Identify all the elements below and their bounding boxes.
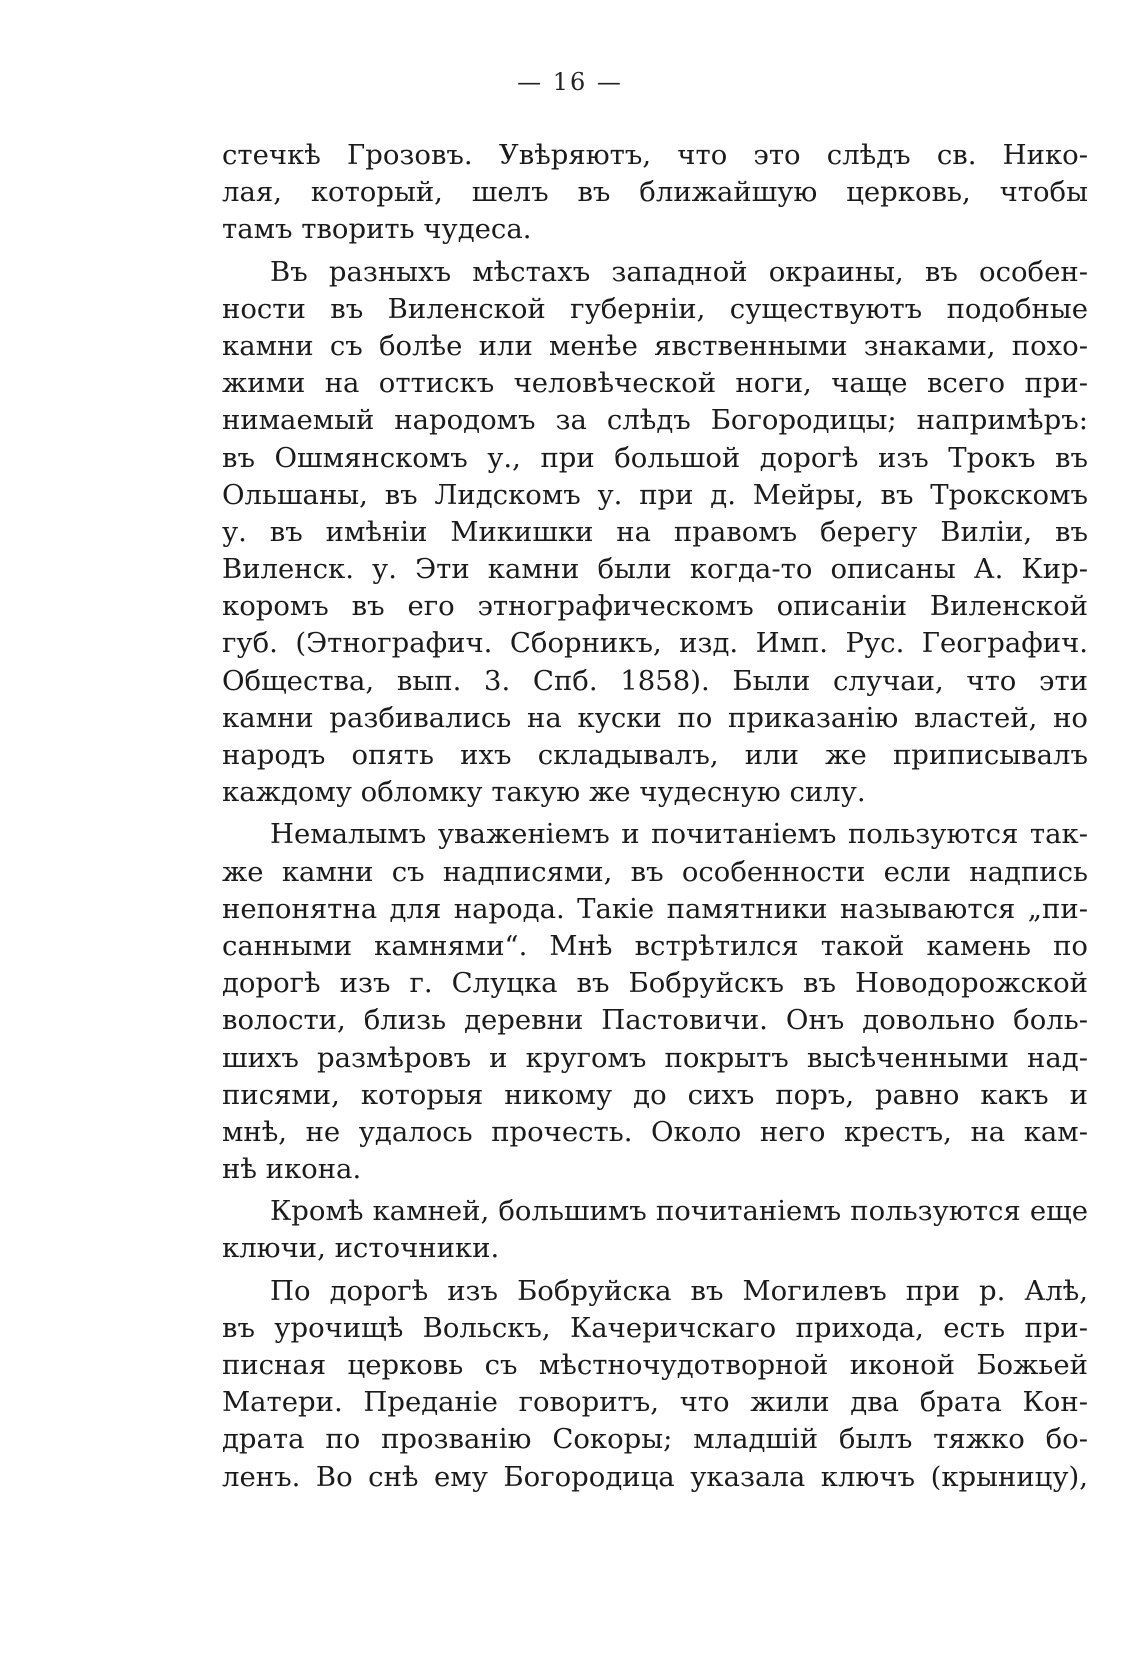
- text-line: ключи, источники.: [222, 1232, 500, 1265]
- text-line: губ. (Этнографич. Сборникъ, изд. Имп. Рус. Географич.: [222, 627, 1088, 660]
- text-line: санными камнями“. Мнѣ встрѣтился такой камень по: [222, 929, 1088, 962]
- text-line: шихъ размѣровъ и кругомъ покрытъ высѣченными над-: [222, 1041, 1088, 1074]
- text-line: же камни съ надписями, въ особенности если надпись: [222, 855, 1088, 888]
- text-line: народъ опять ихъ складывалъ, или же приписывалъ: [222, 739, 1088, 771]
- text-line: въ урочищѣ Вольскъ, Качеричскаго прихода, есть при-: [222, 1311, 1088, 1344]
- text-line: Виленск. у. Эти камни были когда-то описаны А. Кир-: [222, 553, 1088, 586]
- text-line: По дорогѣ изъ Бобруйска въ Могилевъ при р. Алѣ,: [270, 1274, 1088, 1307]
- text-line: Немалымъ уваженіемъ и почитаніемъ пользуются так-: [270, 818, 1088, 851]
- paragraph-5: [222, 1273, 1088, 1496]
- text-line: нѣ икона.: [222, 1153, 362, 1186]
- text-line: ности въ Виленской губерніи, существуютъ подобные: [222, 292, 1088, 325]
- text-line: Кромѣ камней, большимъ почитаніемъ пользуются еще: [270, 1195, 1088, 1228]
- text-line: камни разбивались на куски по приказанію властей, но: [222, 701, 1088, 734]
- text-line: тамъ творить чудеса.: [222, 213, 532, 246]
- text-line: волости, близь деревни Пастовичи. Онъ довольно боль-: [222, 1004, 1088, 1037]
- text-line: стечкѣ Грозовъ. Увѣряютъ, что это слѣдъ св. Нико-: [222, 139, 1088, 171]
- paragraph-2: [222, 254, 1088, 812]
- text-line: дорогѣ изъ г. Слуцка въ Бобруйскъ въ Новодорожской: [222, 967, 1088, 1000]
- text-line: писная церковь съ мѣстночудотворной иконой Божьей: [222, 1349, 1088, 1381]
- text-line: ленъ. Во снѣ ему Богородица указала ключъ (крыницу),: [222, 1460, 1088, 1493]
- text-line: драта по прозванію Сокоры; младшій былъ тяжко бо-: [222, 1423, 1088, 1456]
- text-line: Въ разныхъ мѣстахъ западной окраины, въ особен-: [270, 255, 1088, 288]
- text-line: каждому обломку такую же чудесную силу.: [222, 776, 866, 809]
- text-line: жими на оттискъ человѣческой ноги, чаще всего при-: [222, 367, 1088, 400]
- paragraph-1: [222, 137, 1088, 249]
- body-text: [222, 137, 1088, 1496]
- page-number: — 16 —: [517, 68, 623, 96]
- text-line: лая, который, шелъ въ ближайшую церковь, чтобы: [222, 176, 1088, 209]
- text-line: Ольшаны, въ Лидскомъ у. при д. Мейры, въ Трокскомъ: [222, 478, 1088, 511]
- paragraph-3: [222, 816, 1088, 1188]
- text-line: у. въ имѣніи Микишки на правомъ берегу Виліи, въ: [222, 515, 1088, 548]
- text-line: писями, которыя никому до сихъ поръ, равно какъ и: [222, 1078, 1088, 1111]
- paragraph-4: [222, 1193, 1088, 1267]
- text-line: Матери. Преданіе говоритъ, что жили два брата Кон-: [222, 1386, 1088, 1419]
- text-line: непонятна для народа. Такіе памятники называются „пи-: [222, 892, 1088, 925]
- text-line: въ Ошмянскомъ у., при большой дорогѣ изъ Трокъ въ: [222, 441, 1088, 474]
- text-line: коромъ въ его этнографическомъ описаніи Виленской: [222, 590, 1088, 623]
- text-line: камни съ болѣе или менѣе явственными знаками, похо-: [222, 329, 1088, 362]
- text-line: мнѣ, не удалось прочесть. Около него крестъ, на кам-: [222, 1115, 1088, 1148]
- text-line: нимаемый народомъ за слѣдъ Богородицы; напримѣръ:: [222, 404, 1088, 437]
- text-line: Общества, вып. 3. Спб. 1858). Были случаи, что эти: [222, 664, 1088, 697]
